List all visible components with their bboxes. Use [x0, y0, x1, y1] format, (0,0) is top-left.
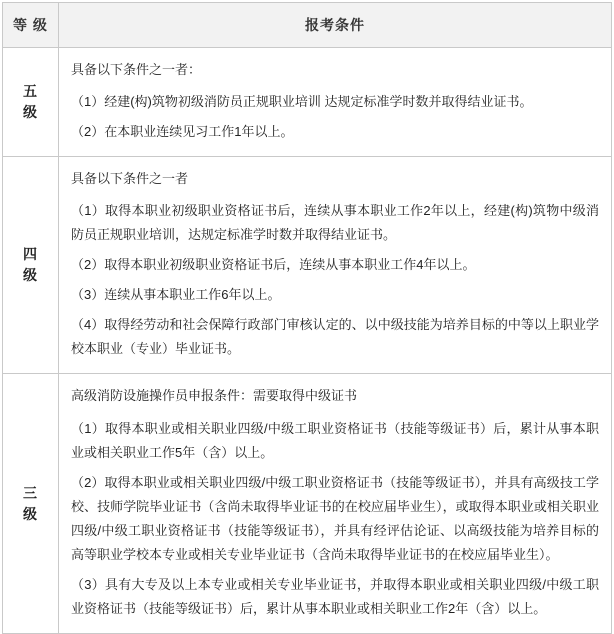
- table-header: [3, 3, 612, 48]
- condition-line: 高级消防设施操作员申报条件：需要取得中级证书: [71, 388, 358, 404]
- condition-cell-5: [59, 48, 612, 157]
- condition-line: （4）取得经劳动和社会保障行政部门审核认定的、以中级技能为培养目标的中等以上职业学校本职业（专业）毕业证书。: [71, 317, 599, 357]
- condition-line: （1）取得本职业初级职业资格证书后，连续从事本职业工作2年以上，经建(构)筑物中级消防员正规职业培训，达规定标准学时数并取得结业证书。: [71, 203, 599, 243]
- condition-line: （1）取得本职业或相关职业四级/中级工职业资格证书（技能等级证书）后，累计从事本职业或相关职业工作5年（含）以上。: [71, 420, 599, 460]
- condition-line: （1）经建(构)筑物初级消防员正规职业培训 达规定标准学时数并取得结业证书。: [71, 94, 533, 110]
- exam-requirements-table: [2, 2, 612, 634]
- level-char: 四: [23, 246, 38, 263]
- condition-line: （3）连续从事本职业工作6年以上。: [71, 287, 281, 303]
- table-body: [3, 48, 612, 634]
- level-char: 五: [23, 83, 38, 100]
- condition-cell-3: [59, 374, 612, 633]
- condition-line: 具备以下条件之一者：: [71, 62, 202, 77]
- document-page: [0, 2, 614, 634]
- table-header-row: [3, 3, 612, 48]
- header-condition: 报考条件: [59, 3, 612, 48]
- table-row: [3, 374, 612, 633]
- condition-line: （2）在本职业连续见习工作1年以上。: [71, 124, 294, 140]
- level-char: 级: [23, 505, 38, 522]
- table-row: [3, 48, 612, 157]
- header-level: 等 级: [3, 3, 59, 48]
- level-char: 级: [23, 104, 38, 121]
- condition-line: 具备以下条件之一者: [71, 171, 189, 187]
- level-cell-3: [3, 374, 59, 633]
- table-row: [3, 157, 612, 374]
- level-cell-5: [3, 48, 59, 157]
- condition-line: （3）具有大专及以上本专业或相关专业毕业证书，并取得本职业或相关职业四级/中级工职业资格证书（技能等级证书）后，累计从事本职业或相关职业工作2年（含）以上。: [71, 576, 599, 616]
- condition-line: （2）取得本职业初级职业资格证书后，连续从事本职业工作4年以上。: [71, 257, 476, 273]
- level-cell-4: [3, 157, 59, 374]
- condition-line: （2）取得本职业或相关职业四级/中级工职业资格证书（技能等级证书），并具有高级技工学校、技师学院毕业证书（含尚未取得毕业证书的在校应届毕业生），或取得本职业或相关职业四级/中级工职业资格证书（技能等级证书），并具有经评估论证、以高级技能为培养目标的高等职业学校本专业或相关专业毕业证书（含尚未取得毕业证书的在校应届毕业生）。: [71, 474, 599, 562]
- level-char: 级: [23, 267, 38, 284]
- level-char: 三: [23, 484, 38, 501]
- condition-cell-4: [59, 157, 612, 374]
